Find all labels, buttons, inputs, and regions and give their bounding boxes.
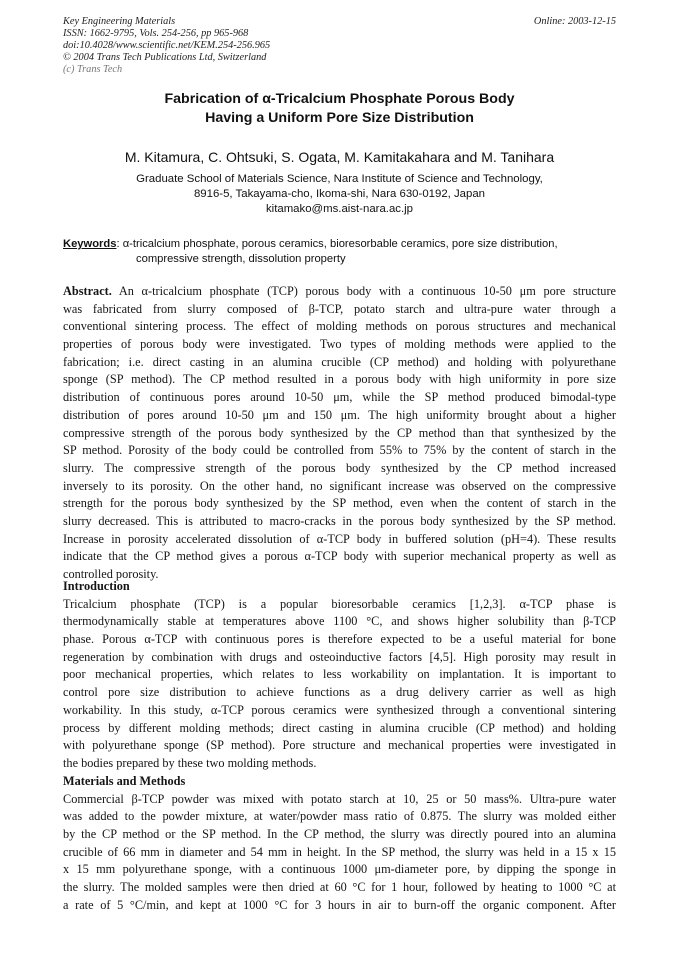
introduction-line: Tricalcium phosphate (TCP) is a popular bioresorbable ceramics [1,2,3]. α-TCP phase is	[63, 596, 616, 611]
methods-line: the slurry. The molded samples were then dried at 60 °C for 1 hour, followed by heating to 1000 °C at	[63, 880, 616, 895]
affiliation-line-2: 8916-5, Takayama-cho, Ikoma-shi, Nara 630-0192, Japan	[193, 188, 486, 200]
journal-header	[63, 16, 363, 75]
keywords-line-1: α-tricalcium phosphate, porous ceramics, bioresorbable ceramics, pore size distribution,	[122, 238, 558, 250]
abstract-line: SP method. Porosity of the body could be controlled from 55% to 75% by the content of starch in the	[63, 443, 616, 458]
journal-name: Key Engineering Materials	[63, 16, 176, 27]
introduction-line: workability. In this study, α-TCP porous ceramics were synthesized through a conventional sintering	[63, 702, 616, 717]
online-date: Online: 2003-12-15	[533, 16, 616, 27]
abstract-line: slurry decreased. This is attributed to macro-cracks in the porous body synthesized by the SP method.	[63, 513, 616, 528]
abstract-line: indicate that the CP method gives a porous α-TCP body with superior mechanical property as well as	[63, 549, 616, 564]
abstract-line: Abstract. An α-tricalcium phosphate (TCP) porous body with a continuous 10-50 μm pore structure	[63, 284, 616, 298]
keywords-line-2: compressive strength, dissolution property	[136, 253, 346, 265]
methods-line: crucible of 66 mm in diameter and 54 mm in height. In the SP method, the slurry was held in a 15 x 15	[63, 844, 616, 859]
abstract-line: strength for the porous body synthesized by the SP method, even when the content of starch in the	[63, 496, 616, 511]
abstract-line: controlled porosity.	[63, 567, 159, 581]
paper-title	[63, 90, 616, 128]
introduction-line: with polyurethane sponge (SP method). Pore structure and mechanical properties were investigated in	[63, 738, 616, 753]
introduction-line: phase. Porous α-TCP with continuous pores is therefore expected to be a useful material for bone	[63, 632, 616, 647]
affiliation-line-1: Graduate School of Materials Science, Nara Institute of Science and Technology,	[136, 173, 543, 185]
copyright-line: © 2004 Trans Tech Publications Ltd, Switzerland	[63, 52, 267, 63]
authors: M. Kitamura, C. Ohtsuki, S. Ogata, M. Kamitakahara and M. Tanihara	[124, 149, 555, 165]
abstract-line: fabrication; i.e. direct casting in an alumina crucible (CP method) and holding with polyurethane	[63, 354, 616, 369]
methods-line: by the CP method or the SP method. In the CP method, the slurry was directly poured into an alumina	[63, 827, 616, 842]
abstract-line: compressive strength of the porous body synthesized by the CP method than that synthesized by the	[63, 425, 616, 440]
introduction-line: process by different molding methods; direct casting in alumina crucible (CP method) and holding	[63, 720, 616, 735]
introduction-line: control pore size distribution to achieve functions as a drug delivery carrier as well as high	[63, 685, 616, 700]
affiliation	[63, 172, 616, 217]
author-email: kitamako@ms.aist-nara.ac.jp	[265, 203, 414, 215]
introduction-line: regeneration by combination with drugs and osteoinductive factors [4,5]. High porosity may result in	[63, 649, 616, 664]
keywords-label: Keywords	[63, 238, 117, 250]
introduction-line: thermodynamically stable at temperatures above 1100 °C, and shows higher solubility than β-TCP	[63, 614, 616, 629]
abstract-line: properties of porous body were investigated. Two types of molding methods were applied to the	[63, 337, 616, 352]
abstract-line: slurry. The compressive strength of the porous body synthesized by the CP method increased	[63, 460, 616, 475]
abstract	[63, 283, 616, 584]
abstract-line: sponge (SP method). The CP method resulted in a porous body with high uniformity in pore size	[63, 372, 616, 387]
introduction-line: poor mechanical properties, which relates to less workability on implantation. It is important to	[63, 667, 616, 682]
doi-line: doi:10.4028/www.scientific.net/KEM.254-256.965	[63, 40, 271, 51]
methods-line: Commercial β-TCP powder was mixed with potato starch at 10, 25 or 50 mass%. Ultra-pure water	[63, 791, 616, 806]
introduction-heading: Introduction	[63, 579, 130, 593]
title-line-1: Fabrication of α-Tricalcium Phosphate Porous Body	[164, 91, 515, 107]
abstract-line: distribution of pores around 10-50 μm and 150 μm. The high uniformity brought about a higher	[63, 407, 616, 422]
title-line-2: Having a Uniform Pore Size Distribution	[205, 110, 474, 126]
methods-line: x 15 mm polyurethane sponge, with a continuous 1000 μm-diameter pore, by dipping the sponge in	[63, 862, 616, 877]
abstract-line: was fabricated from slurry composed of β-TCP, potato starch and ultra-pure water through a	[63, 301, 616, 316]
abstract-line: conventional sintering process. The effect of molding methods on porous structures and mechanical	[63, 319, 616, 334]
abstract-label: Abstract.	[63, 284, 112, 298]
methods-line: a rate of 5 °C/min, and kept at 1000 °C for 3 hours in air to burn-off the organic component. After	[63, 897, 616, 912]
cutoff-line: (c) Trans Tech	[63, 64, 123, 75]
introduction-line: the bodies prepared by these two molding methods.	[63, 755, 317, 770]
keywords: Keywords: α-tricalcium phosphate, porous ceramics, bioresorbable ceramics, pore size distribution, compressive strength, dissolution property	[63, 237, 618, 267]
methods-line: was added to the powder mixture, at water/powder mass ratio of 0.875. The slurry was molded either	[63, 809, 616, 824]
introduction-section	[63, 578, 616, 773]
methods-heading: Materials and Methods	[63, 774, 186, 788]
abstract-line: distribution of continuous pores around 10-50 μm, while the SP method produced bimodal-type	[63, 390, 616, 405]
methods-section	[63, 773, 616, 915]
issn-line: ISSN: 1662-9795, Vols. 254-256, pp 965-968	[63, 28, 249, 39]
abstract-line: Increase in porosity accelerated dissolution of α-TCP body in buffered solution (pH=4). These results	[63, 531, 616, 546]
abstract-line: inversely to its porosity. On the other hand, no significant increase was observed on the compressive	[63, 478, 616, 493]
